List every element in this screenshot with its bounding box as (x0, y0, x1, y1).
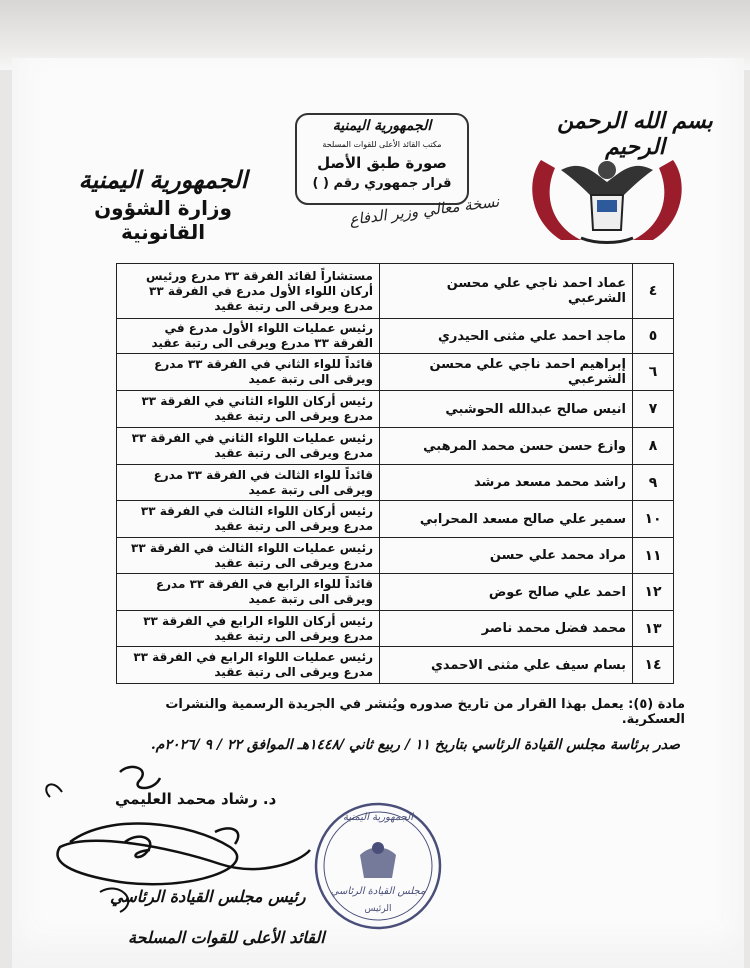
row-number: ١٤ (633, 647, 674, 684)
stamp-line-4: قرار جمهوري رقم ( ) (312, 176, 452, 191)
person-name: سمير علي صالح مسعد المحرابي (380, 501, 633, 538)
signatory-title-1: رئيس مجلس القيادة الرئاسي (110, 887, 306, 906)
table-row (117, 264, 674, 319)
row-number: ١٣ (633, 611, 674, 647)
stamp-line-1: الجمهورية اليمنية (332, 118, 432, 134)
position-text: قائداً للواء الثاني في الفرقة ٣٣ مدرع ويرقى الى رتبة عميد (117, 354, 380, 391)
position-text: مستشاراً لقائد الفرقة ٣٣ مدرع ورئيس أركان اللواء الأول مدرع في الفرقة ٣٣ مدرع ويرقى الى رتبة عقيد (117, 264, 380, 319)
position-text: قائداً للواء الثالث في الفرقة ٣٣ مدرع ويرقى الى رتبة عميد (117, 465, 380, 501)
table-row (117, 574, 674, 611)
row-number: ١٠ (633, 501, 674, 538)
row-number: ١١ (633, 538, 674, 574)
person-name: بسام سيف علي مثنى الاحمدي (380, 647, 633, 684)
row-number: ٨ (633, 428, 674, 465)
row-number: ١٢ (633, 574, 674, 611)
row-number: ٧ (633, 391, 674, 428)
person-name: ماجد احمد علي مثنى الحيدري (380, 319, 633, 354)
table-row (117, 354, 674, 391)
position-text: رئيس عمليات اللواء الأول مدرع في الفرقة ٣٣ مدرع ويرقى الى رتبة عقيد (117, 319, 380, 354)
person-name: انيس صالح عبدالله الحوشبي (380, 391, 633, 428)
row-number: ٦ (633, 354, 674, 391)
person-name: وازع حسن حسن محمد المرهبي (380, 428, 633, 465)
seal-text-center: الرئيس (364, 904, 392, 914)
seal-text-top: الجمهورية اليمنية (342, 812, 413, 823)
table-row (117, 319, 674, 354)
row-number: ٩ (633, 465, 674, 501)
header-emblem-block (515, 100, 745, 250)
republic-title: الجمهورية اليمنية (78, 165, 248, 194)
person-name: راشد محمد مسعد مرشد (380, 465, 633, 501)
seal-text-bottom: مجلس القيادة الرئاسي (330, 886, 426, 897)
yemen-eagle-emblem-icon (521, 140, 693, 250)
position-text: رئيس أركان اللواء الثاني في الفرقة ٣٣ مدرع ويرقى الى رتبة عقيد (117, 391, 380, 428)
person-name: احمد علي صالح عوض (380, 574, 633, 611)
header-issuer-block (58, 165, 268, 244)
position-text: رئيس أركان اللواء الرابع في الفرقة ٣٣ مدرع ويرقى الى رتبة عقيد (117, 611, 380, 647)
row-number: ٤ (633, 264, 674, 319)
handwritten-note: نسخة معالي وزير الدفاع (348, 192, 501, 229)
table-row (117, 611, 674, 647)
person-name: محمد فضل محمد ناصر (380, 611, 633, 647)
basmala-text: بسم الله الرحمن الرحيم (557, 108, 713, 160)
person-name: مراد محمد علي حسن (380, 538, 633, 574)
position-text: رئيس عمليات اللواء الثالث في الفرقة ٣٣ مدرع ويرقى الى رتبة عقيد (117, 538, 380, 574)
table-row (117, 391, 674, 428)
article-5: مادة (٥): يعمل بهذا القرار من تاريخ صدوره ويُنشر في الجريدة الرسمية والنشرات العسكرية. (165, 697, 685, 727)
stamp-line-3: صورة طبق الأصل (317, 154, 447, 172)
appointments-table (116, 263, 674, 684)
issued-line: صدر برئاسة مجلس القيادة الرئاسي بتاريخ ١١ / ربيع ثاني /١٤٤٨هـ الموافق ٢٢ / ٩ /٢٠٢٦م. (150, 737, 680, 753)
table-row (117, 538, 674, 574)
signatory-title-2: القائد الأعلى للقوات المسلحة (128, 928, 325, 947)
position-text: رئيس أركان اللواء الثالث في الفرقة ٣٣ مدرع ويرقى الى رتبة عقيد (117, 501, 380, 538)
ministry-title: وزارة الشؤون القانونية (94, 196, 232, 244)
table-row (117, 501, 674, 538)
stamp-line-2: مكتب القائد الأعلى للقوات المسلحة (322, 140, 442, 149)
person-name: عماد احمد ناجي علي محسن الشرعبي (380, 264, 633, 319)
table-row (117, 647, 674, 684)
signatory-name: د. رشاد محمد العليمي (115, 790, 277, 808)
table-row (117, 465, 674, 501)
position-text: رئيس عمليات اللواء الرابع في الفرقة ٣٣ مدرع ويرقى الى رتبة عقيد (117, 647, 380, 684)
table-row (117, 428, 674, 465)
row-number: ٥ (633, 319, 674, 354)
person-name: إبراهيم احمد ناجي علي محسن الشرعبي (380, 354, 633, 391)
position-text: رئيس عمليات اللواء الثاني في الفرقة ٣٣ مدرع ويرقى الى رتبة عقيد (117, 428, 380, 465)
position-text: قائداً للواء الرابع في الفرقة ٣٣ مدرع ويرقى الى رتبة عميد (117, 574, 380, 611)
